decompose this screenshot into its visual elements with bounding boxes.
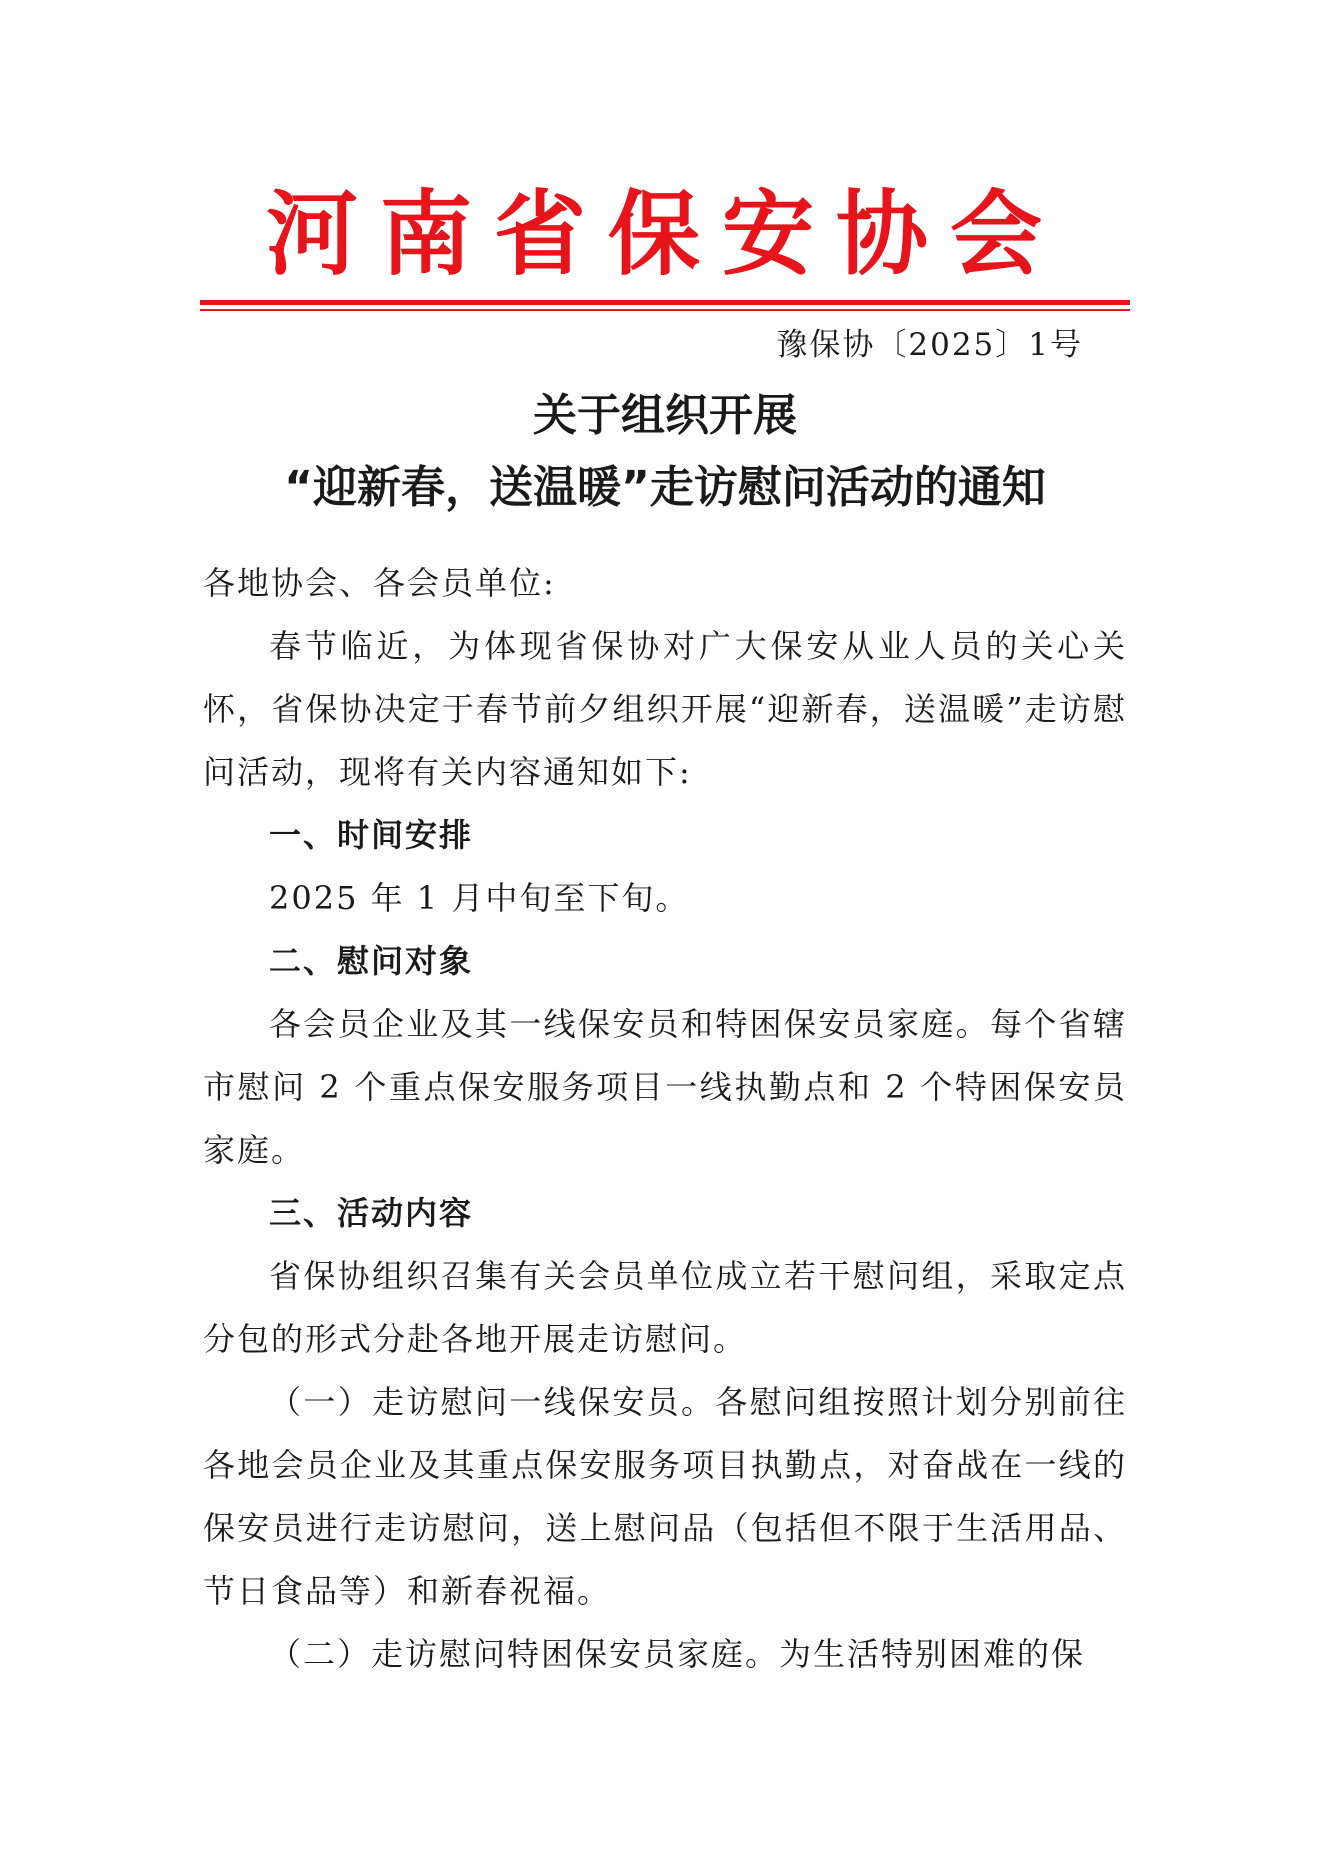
section-heading-schedule: 一、时间安排	[269, 816, 474, 854]
schedule-paragraph: 2025 年 1 月中旬至下旬。	[269, 879, 690, 917]
letterhead-title: 河南省保安协会	[265, 180, 1064, 288]
activities-paragraph: 省保协组织召集有关会员单位成立若干慰问组，采取定点分包的形式分赴各地开展走访慰问。	[203, 1257, 1127, 1358]
intro-paragraph: 春节临近，为体现省保协对广大保安从业人员的关心关怀，省保协决定于春节前夕组织开展“迎新春，送温暖”走访慰问活动，现将有关内容通知如下:	[203, 627, 1127, 791]
section-heading-recipients: 二、慰问对象	[269, 942, 474, 980]
notice-body	[203, 552, 1127, 1686]
letterhead-red-rule-thin	[200, 309, 1130, 311]
notice-title-line-1: 关于组织开展	[533, 390, 797, 441]
recipients-paragraph: 各会员企业及其一线保安员和特困保安员家庭。每个省辖市慰问 2 个重点保安服务项目一线执勤点和 2 个特困保安员家庭。	[203, 1005, 1127, 1169]
notice-title-line-2: “迎新春，送温暖”走访慰问活动的通知	[284, 462, 1046, 513]
letterhead-red-rule-thick	[200, 300, 1130, 305]
salutation: 各地协会、各会员单位:	[203, 564, 556, 602]
activity-item-2: （二）走访慰问特困保安员家庭。为生活特别困难的保	[269, 1635, 1086, 1673]
section-heading-activities: 三、活动内容	[269, 1194, 474, 1232]
activity-item-1: （一）走访慰问一线保安员。各慰问组按照计划分别前往各地会员企业及其重点保安服务项目执勤点，对奋战在一线的保安员进行走访慰问，送上慰问品（包括但不限于生活用品、节日食品等）和新春祝福。	[203, 1383, 1127, 1610]
document-number: 豫保协〔2025〕1号	[776, 327, 1083, 363]
